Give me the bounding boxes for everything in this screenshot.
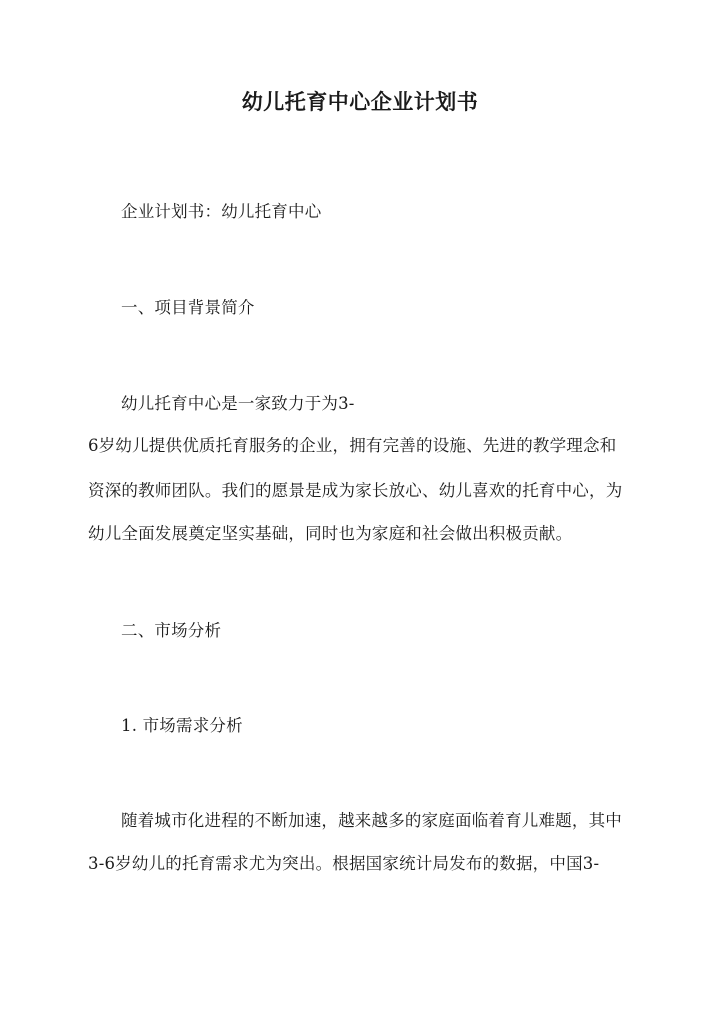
subsection-paragraph-line: 随着城市化进程的不断加速，越来越多的家庭面临着育儿难题，其中 [121, 811, 622, 830]
document-title: 幼儿托育中心企业计划书 [241, 89, 479, 114]
section1-paragraph-line: 6岁幼儿提供优质托育服务的企业，拥有完善的设施、先进的教学理念和 [88, 436, 617, 455]
subsection-paragraph-line: 3-6岁幼儿的托育需求尤为突出。根据国家统计局发布的数据，中国3- [88, 854, 600, 873]
section2-heading: 二、市场分析 [121, 621, 222, 640]
section1-paragraph-line: 资深的教师团队。我们的愿景是成为家长放心、幼儿喜欢的托育中心，为 [88, 481, 623, 500]
document-subtitle: 企业计划书：幼儿托育中心 [121, 202, 322, 221]
section1-heading: 一、项目背景简介 [121, 298, 255, 317]
subsection-heading: 1. 市场需求分析 [121, 716, 243, 735]
section1-paragraph-line: 幼儿托育中心是一家致力于为3- [121, 394, 355, 413]
section1-paragraph-line: 幼儿全面发展奠定坚实基础，同时也为家庭和社会做出积极贡献。 [88, 524, 573, 543]
